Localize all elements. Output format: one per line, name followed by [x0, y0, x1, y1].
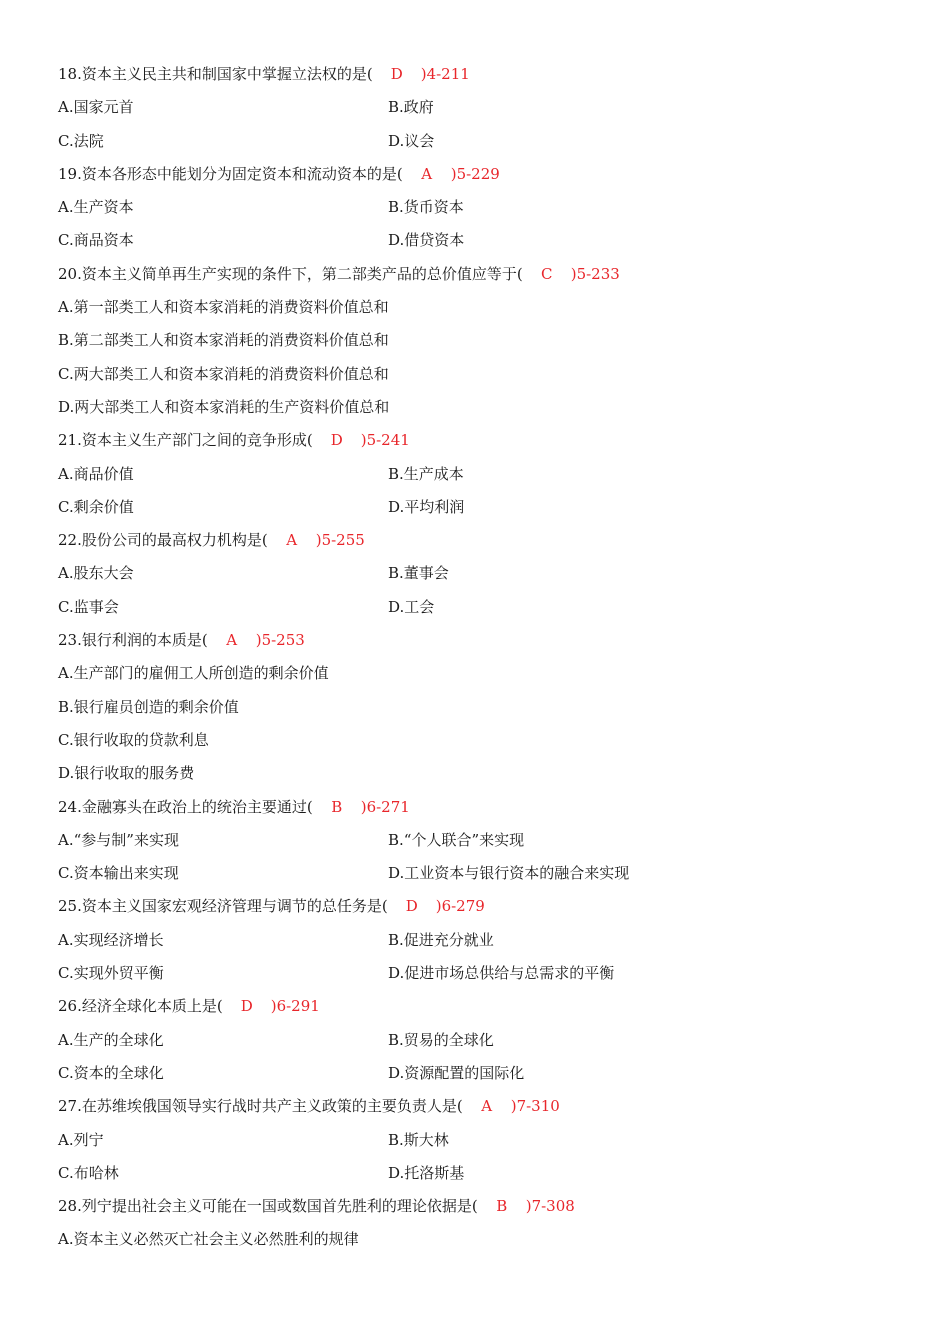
option-text: B.斯大林	[388, 1130, 449, 1149]
option-text: C.资本的全球化	[58, 1063, 164, 1082]
option-text: A.列宁	[58, 1130, 104, 1149]
question-text: 18.资本主义民主共和制国家中掌握立法权的是(	[58, 65, 373, 83]
answer-letter: A	[286, 531, 298, 550]
option-text: A.股东大会	[58, 564, 134, 583]
question-stem	[58, 58, 928, 91]
question-text: 24.金融寡头在政治上的统治主要通过(	[58, 797, 313, 816]
answer-letter: A	[421, 164, 433, 183]
question-stem	[58, 424, 928, 457]
page-reference: )6-291	[270, 997, 320, 1016]
option-row	[58, 557, 928, 590]
question-stem	[58, 1090, 928, 1123]
answer-letter: D	[330, 431, 343, 450]
option-text: C.布哈林	[58, 1163, 119, 1182]
question-text: 25.资本主义国家宏观经济管理与调节的总任务是(	[58, 897, 388, 916]
page-reference: )7-308	[525, 1197, 575, 1216]
option-text: A.第一部类工人和资本家消耗的消费资料价值总和	[58, 298, 389, 317]
option-row	[58, 458, 928, 491]
option-text: B.政府	[388, 98, 434, 117]
question-stem	[58, 624, 928, 657]
question-stem	[58, 158, 928, 191]
option-text: A.“参与制”来实现	[58, 830, 179, 849]
option-row	[58, 224, 928, 257]
option-row	[58, 591, 928, 624]
option-row	[58, 358, 928, 391]
question-text: 27.在苏维埃俄国领导实行战时共产主义政策的主要负责人是(	[58, 1097, 463, 1116]
option-text: A.生产资本	[58, 198, 134, 217]
question-text: 22.股份公司的最高权力机构是(	[58, 531, 268, 550]
option-text: C.监事会	[58, 597, 119, 616]
option-text: D.两大部类工人和资本家消耗的生产资料价值总和	[58, 397, 390, 416]
option-text: D.借贷资本	[388, 231, 465, 250]
option-row	[58, 757, 928, 790]
option-row	[58, 1124, 928, 1157]
option-text: A.生产的全球化	[58, 1030, 164, 1049]
answer-letter: D	[405, 897, 418, 916]
page-reference: )6-279	[435, 897, 485, 916]
option-row	[58, 125, 928, 158]
option-text: B.银行雇员创造的剩余价值	[58, 697, 239, 716]
option-row	[58, 857, 928, 890]
question-stem	[58, 258, 928, 291]
option-text: B.生产成本	[388, 464, 464, 483]
question-stem	[58, 990, 928, 1023]
option-text: A.商品价值	[58, 464, 134, 483]
option-text: D.工业资本与银行资本的融合来实现	[388, 864, 630, 883]
page-reference: )7-310	[510, 1097, 560, 1116]
option-text: B.贸易的全球化	[388, 1030, 494, 1049]
answer-letter: B	[496, 1197, 508, 1216]
option-row	[58, 724, 928, 757]
option-row	[58, 491, 928, 524]
option-text: A.国家元首	[58, 98, 134, 117]
option-row	[58, 824, 928, 857]
option-row	[58, 691, 928, 724]
question-text: 21.资本主义生产部门之间的竞争形成(	[58, 431, 313, 450]
document-body	[58, 58, 928, 1257]
answer-letter: D	[240, 997, 253, 1016]
option-text: C.两大部类工人和资本家消耗的消费资料价值总和	[58, 364, 389, 383]
option-row	[58, 924, 928, 957]
question-text: 26.经济全球化本质上是(	[58, 997, 223, 1016]
page-reference: )6-271	[360, 797, 410, 816]
option-text: C.法院	[58, 131, 104, 150]
question-stem	[58, 1190, 928, 1223]
page-reference: )5-233	[570, 264, 620, 283]
option-text: B.“个人联合”来实现	[388, 830, 525, 849]
option-text: C.剩余价值	[58, 497, 134, 516]
option-text: D.资源配置的国际化	[388, 1063, 525, 1082]
option-row	[58, 657, 928, 690]
option-row	[58, 957, 928, 990]
option-text: A.生产部门的雇佣工人所创造的剩余价值	[58, 664, 329, 683]
answer-letter: C	[540, 264, 553, 283]
question-text: 23.银行利润的本质是(	[58, 631, 208, 650]
option-text: C.资本输出来实现	[58, 864, 179, 883]
option-row	[58, 1223, 928, 1256]
option-text: A.资本主义必然灭亡社会主义必然胜利的规律	[58, 1230, 359, 1249]
page-reference: )4-211	[420, 65, 470, 83]
question-stem	[58, 524, 928, 557]
answer-letter: A	[481, 1097, 493, 1116]
option-text: C.商品资本	[58, 231, 134, 250]
option-text: D.平均利润	[388, 497, 465, 516]
option-row	[58, 1057, 928, 1090]
option-text: B.第二部类工人和资本家消耗的消费资料价值总和	[58, 331, 389, 350]
option-text: A.实现经济增长	[58, 930, 164, 949]
option-text: D.托洛斯基	[388, 1163, 465, 1182]
option-row	[58, 324, 928, 357]
answer-letter: B	[331, 797, 343, 816]
option-text: B.货币资本	[388, 198, 464, 217]
option-row	[58, 1024, 928, 1057]
option-text: C.实现外贸平衡	[58, 964, 164, 983]
option-text: D.促进市场总供给与总需求的平衡	[388, 964, 615, 983]
option-text: C.银行收取的贷款利息	[58, 730, 209, 749]
page-reference: )5-253	[255, 631, 305, 650]
answer-letter: D	[390, 65, 403, 83]
option-row	[58, 391, 928, 424]
option-row	[58, 291, 928, 324]
page-reference: )5-255	[315, 531, 365, 550]
answer-letter: A	[226, 631, 238, 650]
question-text: 19.资本各形态中能划分为固定资本和流动资本的是(	[58, 164, 403, 183]
option-text: B.促进充分就业	[388, 930, 494, 949]
question-text: 20.资本主义简单再生产实现的条件下，第二部类产品的总价值应等于(	[58, 264, 523, 283]
page-reference: )5-241	[360, 431, 410, 450]
option-row	[58, 91, 928, 124]
question-text: 28.列宁提出社会主义可能在一国或数国首先胜利的理论依据是(	[58, 1197, 478, 1216]
option-text: D.工会	[388, 597, 435, 616]
question-stem	[58, 890, 928, 923]
option-row	[58, 1157, 928, 1190]
question-stem	[58, 791, 928, 824]
option-text: B.董事会	[388, 564, 449, 583]
option-text: D.议会	[388, 131, 435, 150]
page-reference: )5-229	[450, 164, 500, 183]
option-text: D.银行收取的服务费	[58, 764, 195, 783]
option-row	[58, 191, 928, 224]
